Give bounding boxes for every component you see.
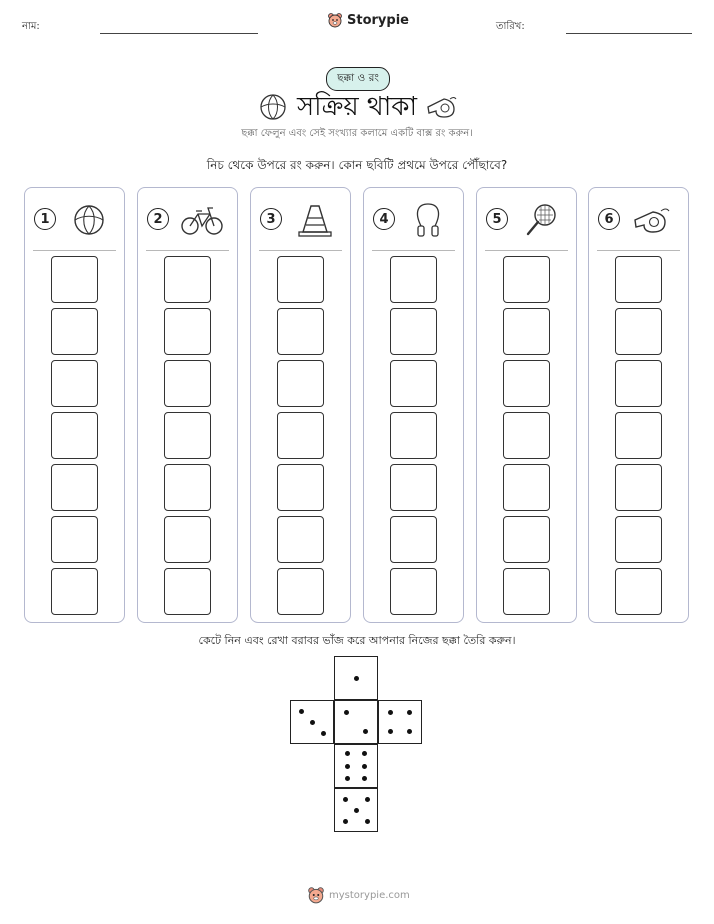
color-box[interactable] [503,568,550,615]
color-box[interactable] [615,516,662,563]
color-box[interactable] [51,256,98,303]
column-header [25,202,124,238]
color-box[interactable] [164,412,211,459]
coloring-instruction: নিচ থেকে উপরে রং করুন। কোন ছবিটি প্রথমে উপরে পৌঁছাবে? [206,158,508,172]
column-header [477,202,576,238]
name-line[interactable] [100,33,258,34]
column-divider [146,250,229,251]
color-box[interactable] [277,256,324,303]
column-number: 6 [598,208,620,230]
dice-pip [407,710,412,715]
traffic-cone-icon [291,202,339,238]
page-title: সক্রিয় থাকা [296,92,418,122]
color-box[interactable] [277,464,324,511]
bicycle-icon [178,202,226,238]
dice-pip [407,729,412,734]
dice-pip [299,709,304,714]
color-box[interactable] [277,360,324,407]
whistle-icon [629,202,677,238]
color-box[interactable] [390,516,437,563]
column-number: 4 [373,208,395,230]
brand-logo [327,12,409,28]
bear-icon [327,12,343,28]
dice-pip [345,764,350,769]
color-box[interactable] [503,360,550,407]
dice-face-2 [334,700,378,744]
color-box[interactable] [164,256,211,303]
column-number: 3 [260,208,282,230]
brand-name: Storypie [347,12,409,28]
color-box[interactable] [51,360,98,407]
activity-tag: ছক্কা ও রং [326,67,390,91]
dice-pip [354,808,359,813]
color-box[interactable] [390,568,437,615]
column-divider [485,250,568,251]
column-4 [363,187,464,623]
column-number: 5 [486,208,508,230]
jump-rope-icon [404,202,452,238]
dice-face-6 [334,744,378,788]
color-box[interactable] [51,412,98,459]
color-box[interactable] [390,412,437,459]
color-box[interactable] [615,568,662,615]
dice-face-5 [334,788,378,832]
dice-pip [343,797,348,802]
column-number: 1 [34,208,56,230]
dice-pip [388,729,393,734]
column-5 [476,187,577,623]
footer-url[interactable]: mystorypie.com [329,889,410,901]
name-label: নাম: [22,21,40,32]
column-2 [137,187,238,623]
dice-pip [345,776,350,781]
color-box[interactable] [51,516,98,563]
column-1 [24,187,125,623]
color-box[interactable] [503,256,550,303]
color-box[interactable] [390,360,437,407]
column-divider [33,250,116,251]
color-box[interactable] [51,568,98,615]
column-number: 2 [147,208,169,230]
dice-pip [321,731,326,736]
dice-pip [343,819,348,824]
color-box[interactable] [390,308,437,355]
column-header [364,202,463,238]
color-box[interactable] [615,308,662,355]
dice-face-3 [290,700,334,744]
dice-pip [344,710,349,715]
column-header [251,202,350,238]
color-box[interactable] [503,516,550,563]
color-box[interactable] [615,412,662,459]
color-box[interactable] [277,412,324,459]
column-6 [588,187,689,623]
color-box[interactable] [503,412,550,459]
dice-pip [310,720,315,725]
color-box[interactable] [390,256,437,303]
color-box[interactable] [164,308,211,355]
column-3 [250,187,351,623]
color-box[interactable] [164,568,211,615]
color-box[interactable] [390,464,437,511]
column-divider [597,250,680,251]
dice-pip [362,776,367,781]
dice-pip [363,729,368,734]
date-label: তারিখ: [496,21,525,32]
color-box[interactable] [503,464,550,511]
dice-pip [362,751,367,756]
column-divider [259,250,342,251]
color-box[interactable] [164,360,211,407]
dice-pip [345,751,350,756]
color-box[interactable] [164,516,211,563]
color-box[interactable] [277,308,324,355]
beach-ball-icon [65,202,113,238]
cut-instruction: কেটে নিন এবং রেখা বরাবর ভাঁজ করে আপনার নিজের ছক্কা তৈরি করুন। [198,634,516,647]
column-divider [372,250,455,251]
color-box[interactable] [615,256,662,303]
color-box[interactable] [503,308,550,355]
column-header [589,202,688,238]
column-header [138,202,237,238]
bear-icon [307,886,325,904]
dice-pip [365,819,370,824]
dice-face-1 [334,656,378,700]
page-subtitle: ছক্কা ফেলুন এবং সেই সংখ্যার কলামে একটি বাক্স রং করুন। [241,128,473,139]
color-box[interactable] [615,360,662,407]
whistle-icon [424,93,458,121]
dice-pip [365,797,370,802]
color-box[interactable] [277,516,324,563]
dice-face-4 [378,700,422,744]
color-box[interactable] [51,464,98,511]
color-box[interactable] [277,568,324,615]
dice-pip [388,710,393,715]
color-box[interactable] [164,464,211,511]
dice-pip [354,676,359,681]
tennis-racket-icon [517,202,565,238]
color-box[interactable] [615,464,662,511]
footer [307,886,410,904]
date-line[interactable] [566,33,692,34]
dice-pip [362,764,367,769]
color-box[interactable] [51,308,98,355]
